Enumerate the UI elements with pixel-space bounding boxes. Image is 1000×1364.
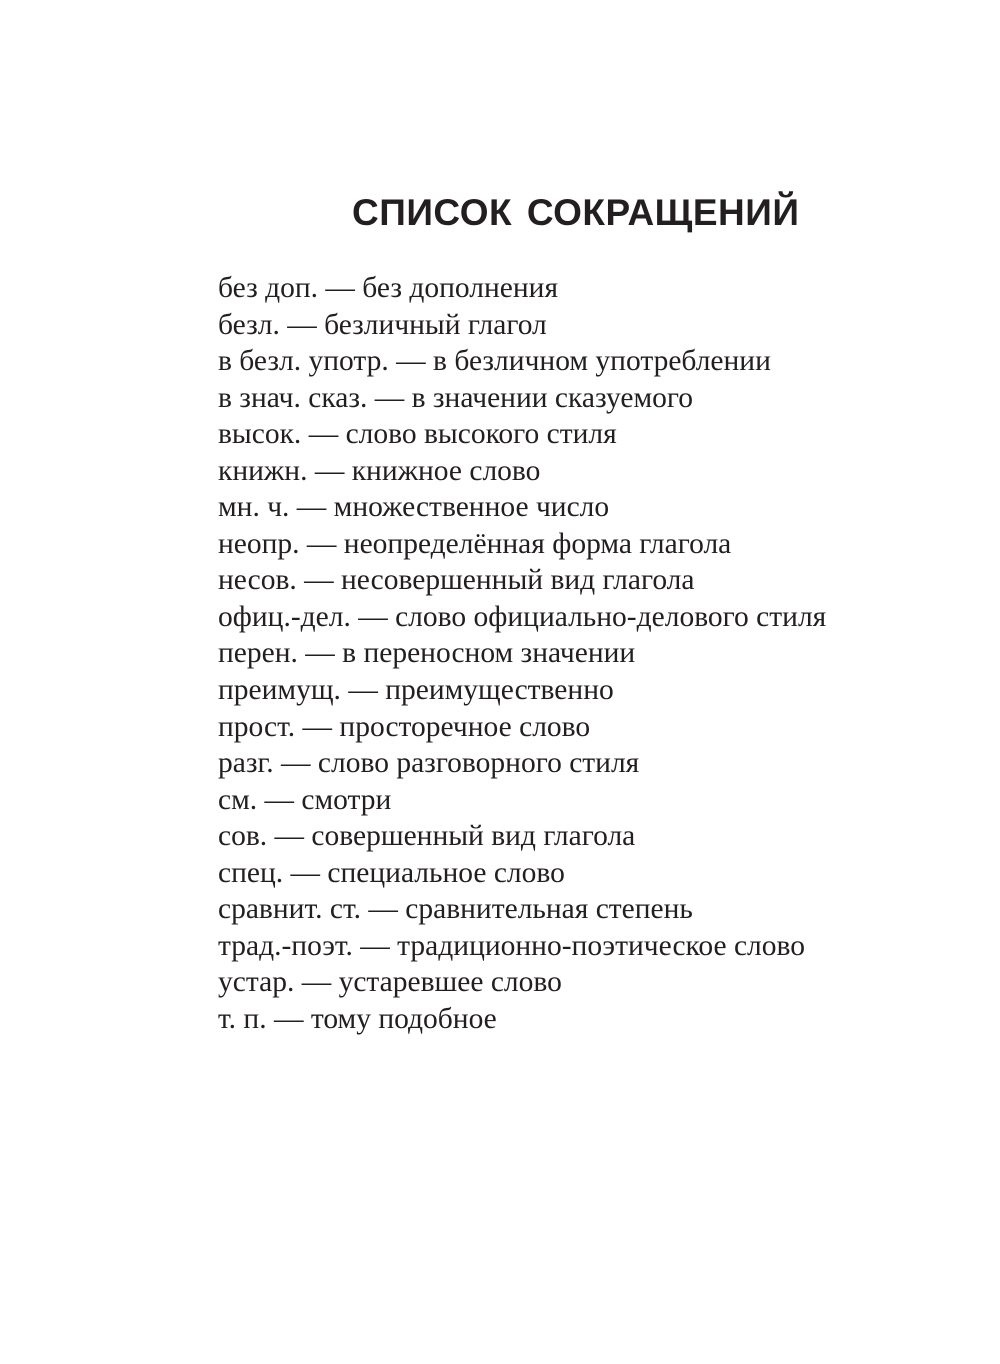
separator: — bbox=[318, 272, 363, 304]
abbreviation: разг. bbox=[218, 747, 274, 780]
meaning: множественное число bbox=[333, 491, 610, 524]
meaning: слово официально-делового стиля bbox=[395, 600, 827, 633]
list-item bbox=[218, 891, 826, 928]
separator: — bbox=[367, 381, 412, 414]
separator: — bbox=[289, 491, 334, 524]
abbreviation: см. bbox=[218, 783, 258, 816]
abbreviation: сравнит. ст. bbox=[218, 893, 362, 926]
abbreviation: неопр. bbox=[218, 527, 300, 560]
separator: — bbox=[388, 345, 434, 378]
meaning: в безличном употреблении bbox=[433, 345, 771, 378]
abbreviation: без доп. bbox=[218, 272, 319, 304]
list-item bbox=[218, 307, 826, 344]
separator: — bbox=[283, 856, 328, 889]
meaning: слово разговорного стиля bbox=[317, 747, 640, 780]
list-item bbox=[218, 672, 826, 709]
separator: — bbox=[273, 747, 318, 780]
separator: — bbox=[266, 1002, 311, 1035]
list-item bbox=[218, 745, 826, 782]
meaning: книжное слово bbox=[351, 454, 541, 487]
list-item bbox=[218, 343, 826, 380]
meaning: совершенный вид глагола bbox=[311, 820, 636, 853]
list-item bbox=[218, 709, 826, 746]
list-item bbox=[218, 599, 826, 636]
meaning: неопределённая форма глагола bbox=[343, 527, 732, 560]
list-item bbox=[218, 928, 826, 965]
abbreviation: офиц.-дел. bbox=[218, 600, 351, 633]
separator: — bbox=[301, 418, 346, 451]
separator: — bbox=[257, 783, 302, 816]
meaning: несовершенный вид глагола bbox=[341, 564, 695, 597]
abbreviation: несов. bbox=[218, 564, 297, 597]
list-item bbox=[218, 562, 826, 599]
meaning: без дополнения bbox=[362, 272, 559, 304]
list-item bbox=[218, 964, 826, 1001]
separator: — bbox=[296, 564, 342, 597]
meaning: традиционно-поэтическое слово bbox=[397, 929, 805, 962]
list-item bbox=[218, 1001, 826, 1038]
meaning: просторечное слово bbox=[339, 710, 591, 743]
meaning: устаревшее слово bbox=[338, 966, 562, 999]
list-item bbox=[218, 416, 826, 453]
meaning: специальное слово bbox=[327, 856, 565, 889]
meaning: слово высокого стиля bbox=[345, 418, 617, 451]
separator: — bbox=[361, 893, 406, 926]
separator: — bbox=[297, 637, 343, 670]
abbreviation-list bbox=[218, 270, 826, 1037]
list-item bbox=[218, 855, 826, 892]
meaning: безличный глагол bbox=[324, 308, 547, 341]
page-title: СПИСОК СОКРАЩЕНИЙ bbox=[352, 192, 800, 233]
abbreviation: прост. bbox=[218, 710, 296, 743]
abbreviation: сов. bbox=[218, 820, 268, 853]
abbreviation: спец. bbox=[218, 856, 284, 889]
separator: — bbox=[295, 710, 340, 743]
abbreviation: мн. ч. bbox=[218, 491, 290, 524]
abbreviation: в безл. употр. bbox=[218, 345, 389, 378]
separator: — bbox=[299, 527, 344, 560]
separator: — bbox=[279, 308, 325, 341]
abbreviation: т. п. bbox=[218, 1002, 267, 1035]
list-item bbox=[218, 380, 826, 417]
list-item bbox=[218, 818, 826, 855]
meaning: сравнительная степень bbox=[405, 893, 693, 926]
separator: — bbox=[294, 966, 339, 999]
list-item bbox=[218, 635, 826, 672]
separator: — bbox=[350, 600, 396, 633]
abbreviation: книжн. bbox=[218, 454, 308, 487]
meaning: в переносном значении bbox=[342, 637, 636, 670]
abbreviation: в знач. сказ. bbox=[218, 381, 368, 414]
abbreviation: преимущ. bbox=[218, 674, 341, 707]
meaning: преимущественно bbox=[385, 674, 614, 707]
list-item bbox=[218, 270, 826, 307]
abbreviation: безл. bbox=[218, 308, 280, 341]
meaning: в значении сказуемого bbox=[411, 381, 694, 414]
list-item bbox=[218, 489, 826, 526]
list-item bbox=[218, 526, 826, 563]
list-item bbox=[218, 453, 826, 490]
separator: — bbox=[267, 820, 312, 853]
abbreviation: устар. bbox=[218, 966, 295, 999]
list-item bbox=[218, 782, 826, 819]
separator: — bbox=[307, 454, 352, 487]
separator: — bbox=[340, 674, 386, 707]
abbreviation: трад.-поэт. bbox=[218, 929, 353, 962]
abbreviation: перен. bbox=[218, 637, 298, 670]
meaning: тому подобное bbox=[310, 1002, 497, 1035]
abbreviation: высок. bbox=[218, 418, 302, 451]
separator: — bbox=[352, 929, 398, 962]
meaning: смотри bbox=[301, 783, 392, 816]
